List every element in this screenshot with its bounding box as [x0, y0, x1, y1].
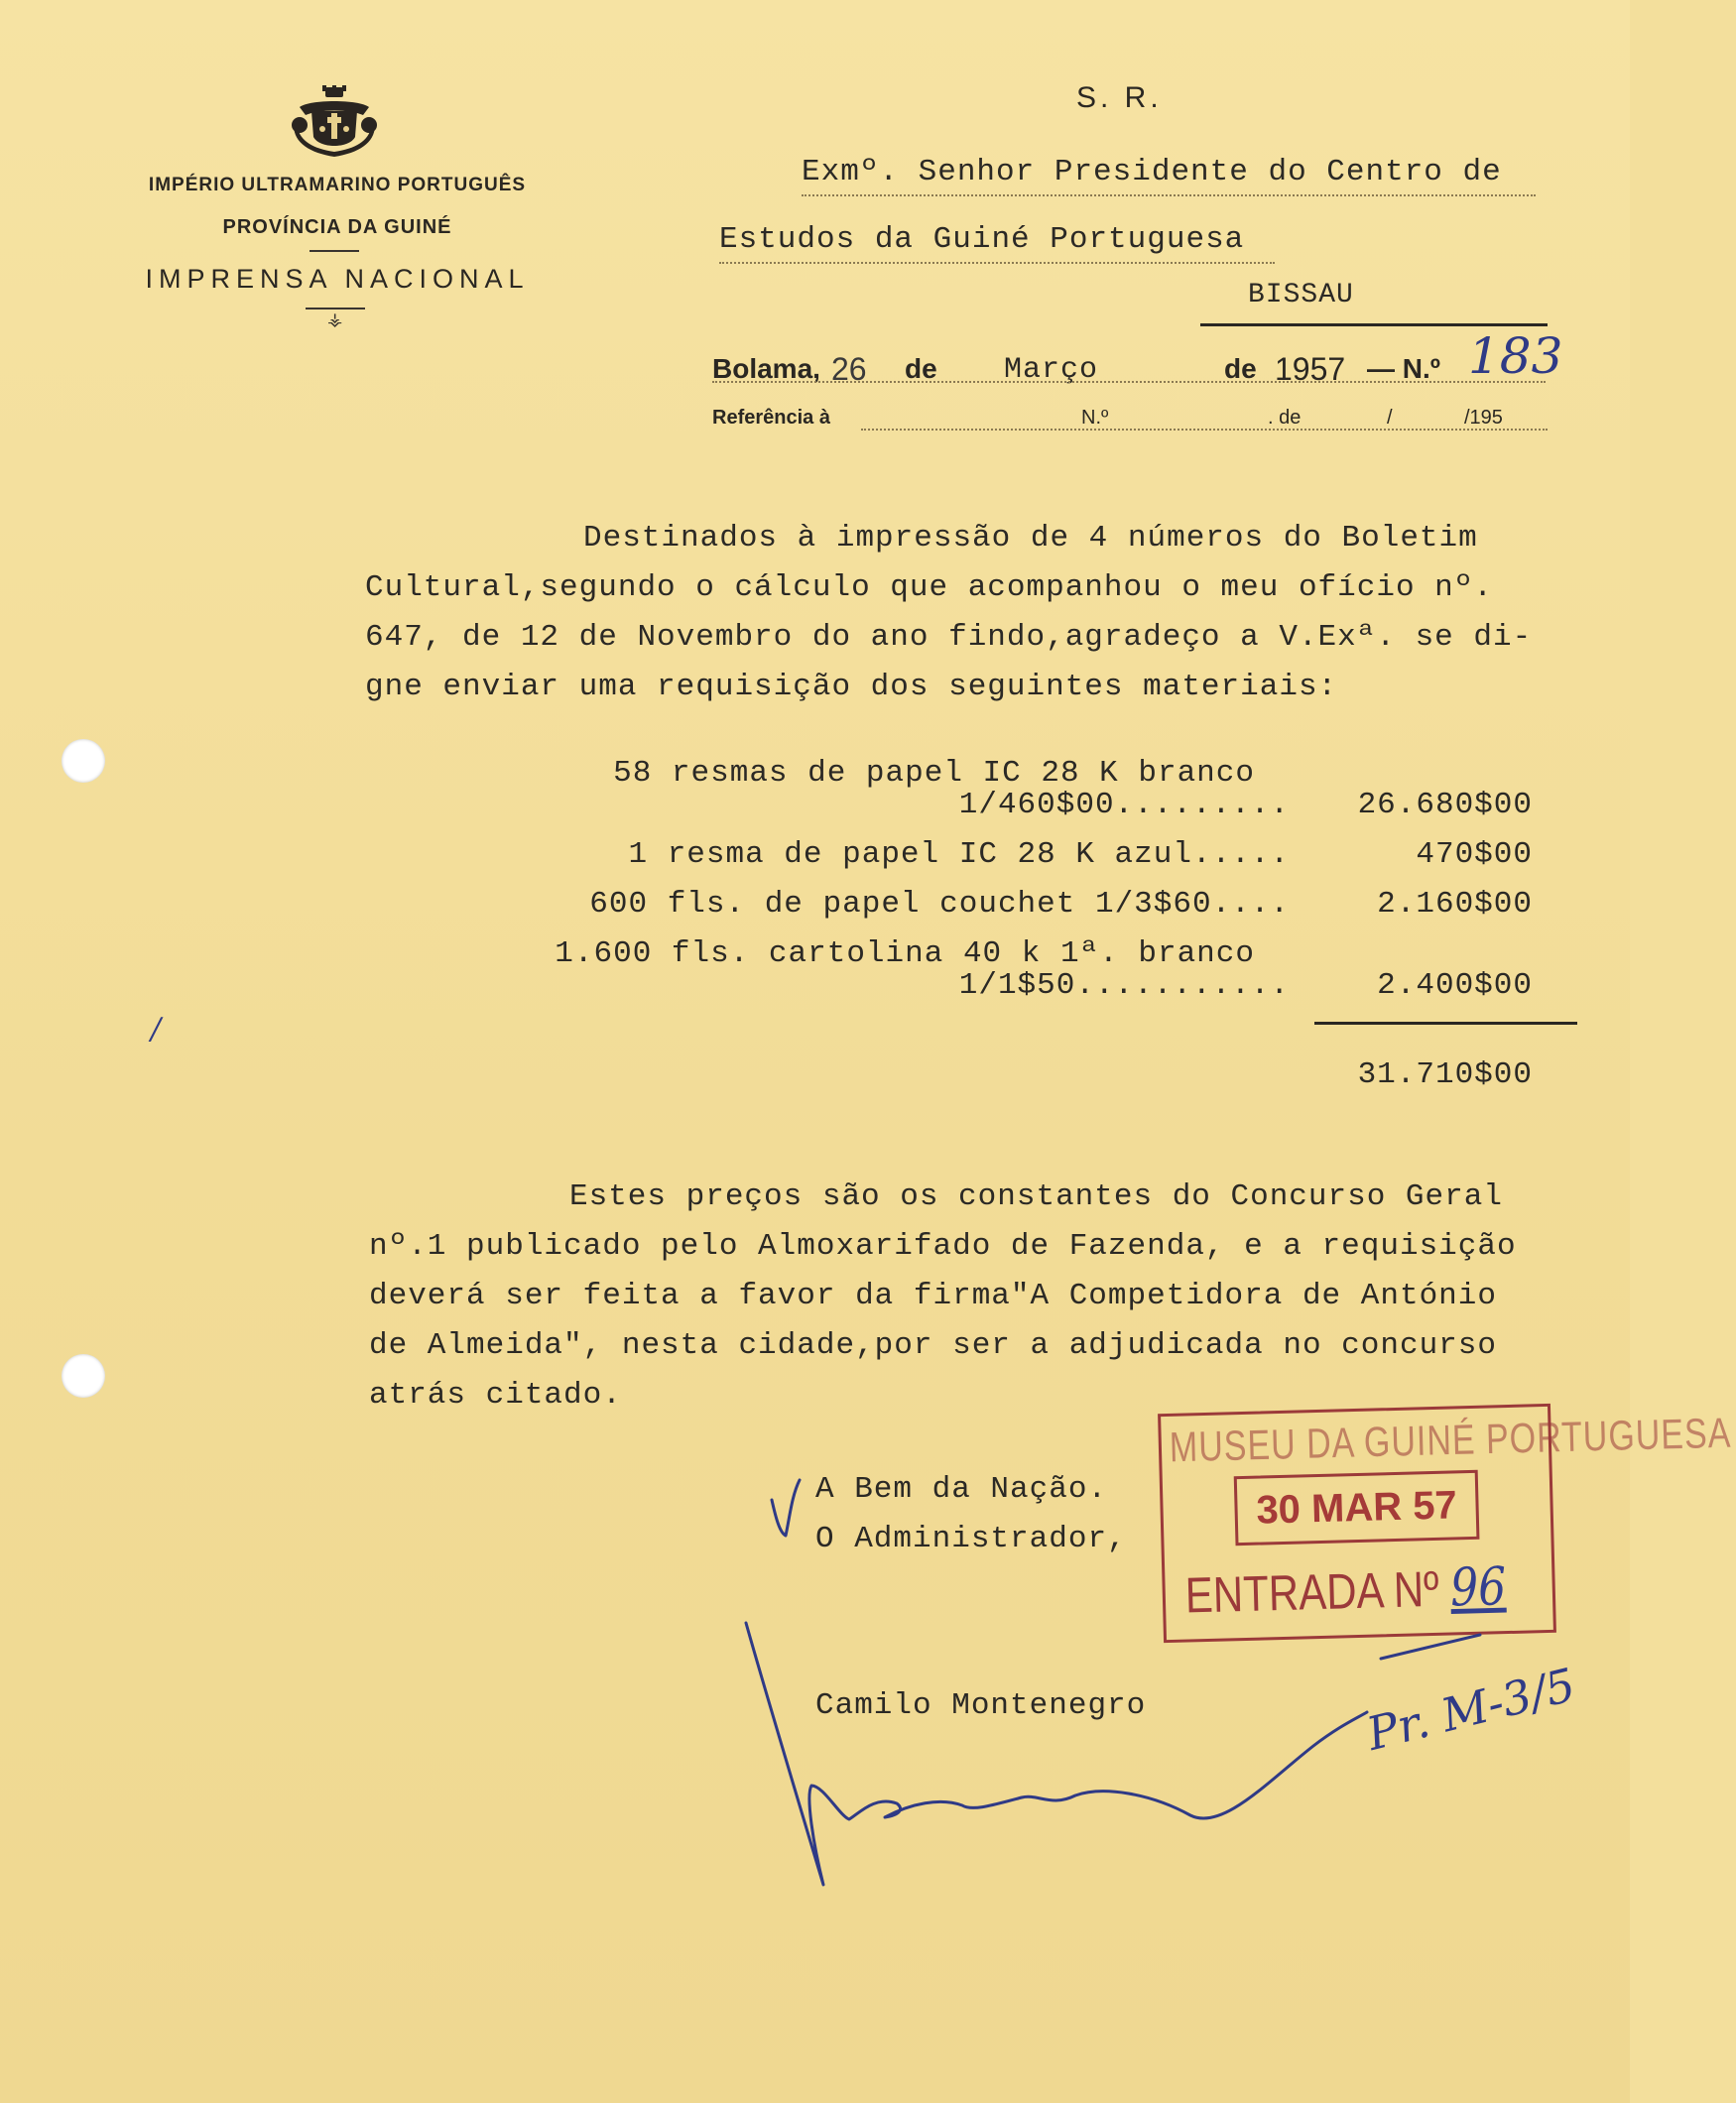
dateline-month: Março [1004, 353, 1099, 387]
check-mark-icon [772, 1480, 800, 1536]
dateline-number: 183 [1468, 327, 1563, 385]
material-item-1-line-2: 1/460$00......... [958, 788, 1290, 822]
addressee-line-2: Estudos da Guiné Portuguesa [719, 222, 1245, 257]
dateline-year: 1957 [1275, 351, 1346, 387]
material-amount-2: 470$00 [1416, 837, 1533, 872]
stamp-entry-number: 96 [1449, 1556, 1507, 1619]
paragraph-2-line: Estes preços são os constantes do Concurso Geral [569, 1179, 1503, 1214]
paragraph-1-line: gne enviar uma requisição dos seguintes materiais: [365, 670, 1338, 704]
material-item-1-line-1: 58 resmas de papel IC 28 K branco [613, 756, 1255, 791]
closing-line-1: A Bem da Nação. [815, 1472, 1108, 1507]
letterhead-press: IMPRENSA NACIONAL [145, 264, 530, 294]
paragraph-1-line: Destinados à impressão de 4 números do Boletim [583, 521, 1478, 556]
material-item-3: 600 fls. de papel couchet 1/3$60.... [589, 887, 1290, 922]
reference-no: N.º [1081, 407, 1109, 429]
letterhead-empire: IMPÉRIO ULTRAMARINO PORTUGUÊS [148, 175, 527, 195]
reference-slash: / [1387, 407, 1393, 429]
letterhead-province: PROVÍNCIA DA GUINÉ [222, 216, 452, 238]
material-item-4-line-2: 1/1$50........... [958, 968, 1290, 1003]
paragraph-2-line: deverá ser feita a favor da firma"A Competidora de António [369, 1279, 1497, 1313]
dateline-day: 26 [831, 351, 867, 387]
closing-line-2: O Administrador, [815, 1522, 1127, 1556]
sr-mark: S. R. [1076, 81, 1163, 114]
material-amount-3: 2.160$00 [1377, 887, 1533, 922]
signer-name: Camilo Montenegro [815, 1688, 1147, 1723]
dateline-place: Bolama, [712, 353, 820, 384]
stamp-date: 30 MAR 57 [1234, 1470, 1480, 1546]
reference-label: Referência à [712, 407, 830, 429]
total-amount: 31.710$00 [1357, 1057, 1533, 1092]
material-item-2: 1 resma de papel IC 28 K azul..... [628, 837, 1290, 872]
material-item-4-line-1: 1.600 fls. cartolina 40 k 1ª. branco [555, 936, 1255, 971]
margin-tick-mark: / [151, 1012, 162, 1047]
paragraph-1-line: 647, de 12 de Novembro do ano findo,agradeço a V.Exª. se di- [365, 620, 1533, 655]
paragraph-2-line: nº.1 publicado pelo Almoxarifado de Fazenda, e a requisição [369, 1229, 1517, 1264]
material-amount-4: 2.400$00 [1377, 968, 1533, 1003]
small-cross-icon: ⚶ [327, 309, 343, 329]
addressee-city: BISSAU [1248, 280, 1354, 310]
stamp-header: MUSEU DA GUINÉ PORTUGUESA [1169, 1410, 1732, 1472]
dateline-de-1: de [905, 353, 937, 384]
dateline-number-label: — N.º [1367, 353, 1441, 384]
reference-de: . de [1268, 407, 1302, 429]
paragraph-2-line: de Almeida", nesta cidade,por ser a adjudicada no concurso [369, 1328, 1497, 1363]
paragraph-2-line: atrás citado. [369, 1378, 622, 1413]
handwritten-note: Pr. M-3/5 [1361, 1657, 1581, 1762]
reference-year: /195 [1464, 407, 1503, 429]
paragraph-1-line: Cultural,segundo o cálculo que acompanhou o meu ofício nº. [365, 570, 1493, 605]
signature-icon [746, 1623, 1367, 1885]
dateline-de-2: de [1224, 353, 1257, 384]
stamp-entry-label: ENTRADA Nº [1184, 1560, 1440, 1624]
material-amount-1: 26.680$00 [1357, 788, 1533, 822]
addressee-line-1: Exmº. Senhor Presidente do Centro de [802, 155, 1502, 189]
